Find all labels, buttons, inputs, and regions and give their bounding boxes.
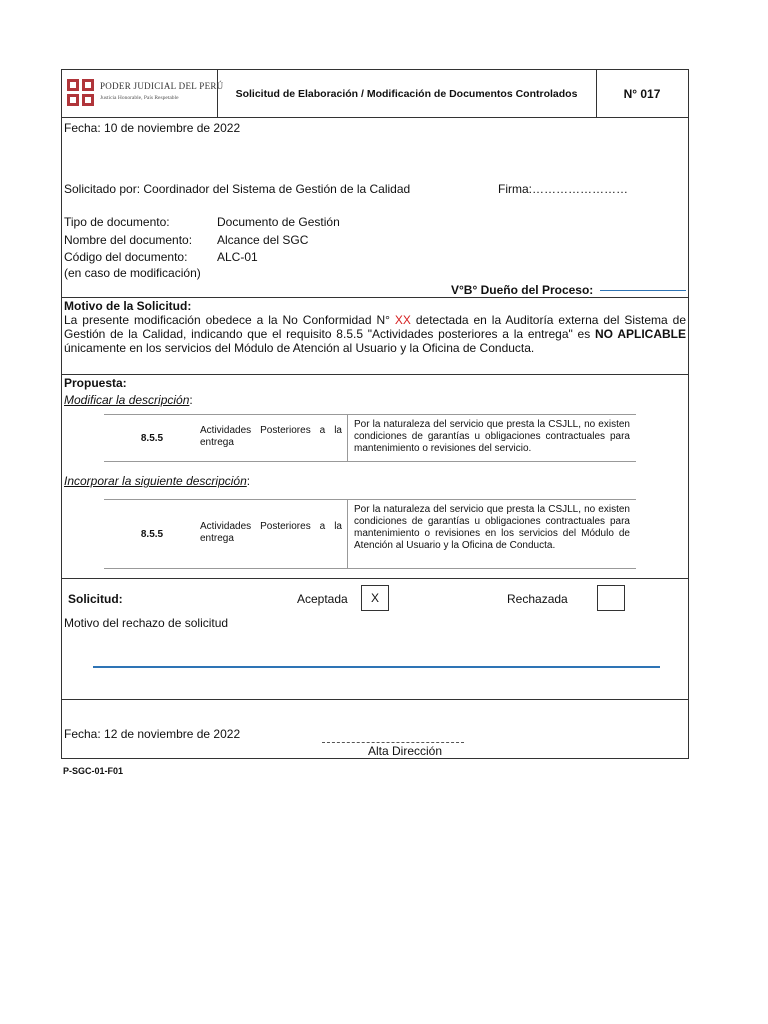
motive-text [64,313,686,355]
add-label-text: Incorporar la siguiente descripción [64,474,247,488]
process-owner-label: V°B° Dueño del Proceso: [451,283,594,297]
divider [62,578,688,579]
form-title: Solicitud de Elaboración / Modificación de Documentos Controlados [217,70,597,117]
logo [62,70,224,117]
divider [62,374,688,375]
add-label-colon: : [246,474,251,488]
doc-name-value: Alcance del SGC [217,233,309,247]
requirement-code: 8.5.5 [140,529,164,540]
requirement-description: Por la naturaleza del servicio que presta la CSJLL, no existen condiciones de garantías u obligaciones contractuales para mantenimiento o revisiones en los servicios del Módulo de Atención al Usuario y la Oficina de Conducta. [354,504,630,551]
rejected-checkbox[interactable] [597,585,625,611]
requirement-description: Por la naturaleza del servicio que presta la CSJLL, no existen condiciones de garantías u obligaciones contractuales para mantenimiento o revisiones del servicio. [354,419,630,454]
signature-line [322,742,464,743]
closing-date: Fecha: 12 de noviembre de 2022 [64,727,241,741]
requested-by: Solicitado por: Coordinador del Sistema de Gestión de la Calidad [64,182,411,196]
doc-code-label: Código del documento: [64,250,188,264]
divider [62,297,688,298]
column-divider [347,415,348,461]
form-header [62,70,688,118]
doc-code-note: (en caso de modificación) [64,266,201,280]
process-owner-signature-line [600,290,686,291]
org-name: PODER JUDICIAL DEL PERÚ [100,81,224,91]
modify-label [64,393,193,407]
proposal-table-modify [104,414,636,462]
column-divider [347,500,348,568]
doc-type-value: Documento de Gestión [217,215,340,229]
rejection-reason-label: Motivo del rechazo de solicitud [64,616,229,630]
proposal-table-add [104,499,636,569]
nonconformity-number: XX [394,313,411,327]
rejected-label: Rechazada [507,592,568,606]
motive-text-part: La presente modificación obedece a la No Conformidad N° [64,313,395,327]
doc-code-value: ALC-01 [217,250,258,264]
accepted-checkbox[interactable]: X [361,585,389,611]
add-label [64,474,250,488]
form-number: N° 017 [623,86,661,101]
requirement-activity: Actividades Posteriores a la entrega [200,521,342,544]
requirement-activity: Actividades Posteriores a la entrega [200,425,342,448]
proposal-heading: Propuesta: [64,376,127,390]
modify-label-text: Modificar la descripción [64,393,190,407]
motive-text-part: detectada en la Auditoría externa del Sistema de Gestión de la Calidad, indicando que el requisito 8.5.5 "Actividades posteriores a la entrega" es [64,313,687,341]
motive-heading: Motivo de la Solicitud: [64,299,192,313]
decision-label: Solicitud: [68,592,123,606]
not-applicable-text: NO APLICABLE [595,327,686,341]
request-date: Fecha: 10 de noviembre de 2022 [64,121,241,135]
request-form [61,69,689,759]
signature-field: Firma:…………………… [498,182,628,196]
doc-name-label: Nombre del documento: [64,233,193,247]
org-motto: Justicia Honorable, País Respetable [100,95,179,101]
form-code: P-SGC-01-F01 [63,766,124,776]
doc-type-label: Tipo de documento: [64,215,170,229]
rejection-reason-line [93,666,660,668]
divider [62,699,688,700]
signer-title: Alta Dirección [368,744,443,758]
modify-label-colon: : [189,393,193,407]
accepted-label: Aceptada [297,592,348,606]
requirement-code: 8.5.5 [140,433,164,444]
motive-text-part: únicamente en los servicios del Módulo de Atención al Usuario y la Oficina de Conducta. [64,341,535,355]
judiciary-logo-icon [66,78,96,108]
